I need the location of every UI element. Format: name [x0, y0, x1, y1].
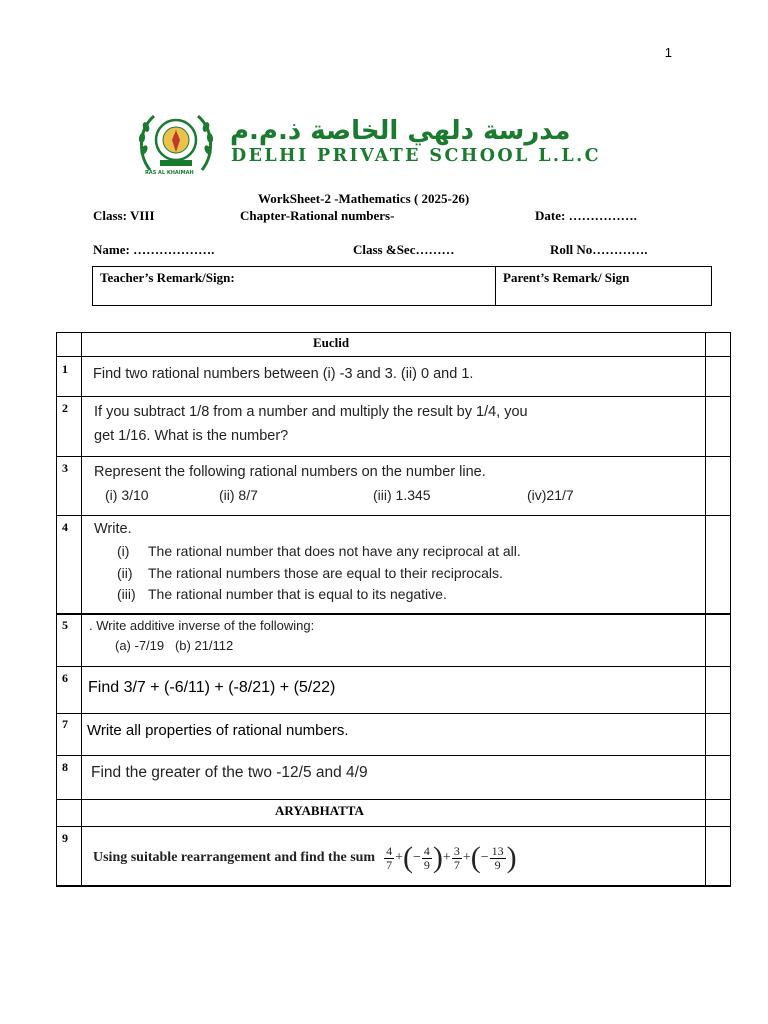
- question-part: (iii) 1.345: [373, 487, 431, 503]
- question-text: Find two rational numbers between (i) -3 and 3. (ii) 0 and 1.: [93, 366, 474, 382]
- row-divider: [56, 613, 731, 615]
- class-section-field[interactable]: Class &Sec………: [353, 242, 455, 257]
- remarks-divider: [495, 266, 496, 306]
- teacher-remark-field[interactable]: Teacher’s Remark/Sign:: [100, 270, 235, 285]
- question-part-label: (ii): [117, 565, 133, 581]
- question-number: 2: [62, 401, 68, 415]
- class-label: Class: VIII: [93, 208, 155, 223]
- table-border-right: [730, 332, 731, 886]
- page-number: 1: [664, 45, 672, 60]
- fraction: $\frac{4}{9}$: [423, 843, 430, 872]
- seal-caption: RAS AL KHAIMAH: [145, 170, 194, 176]
- section-aryabhatta: ARYABHATTA: [275, 803, 364, 818]
- question-number: 6: [62, 671, 68, 685]
- table-border-top: [56, 332, 731, 333]
- row-divider: [56, 713, 731, 714]
- fraction-expression: $\frac{4}{7}$ + ( − $\frac{4}{9}$ ) + $\frac{3}{7}$ + ( − $\frac{13}{9}$ ): [386, 841, 517, 874]
- school-english-name: DELHI PRIVATE SCHOOL L.L.C: [231, 146, 601, 166]
- row-divider: [56, 666, 731, 667]
- date-field[interactable]: Date: …………….: [535, 208, 637, 223]
- section-euclid: Euclid: [313, 335, 350, 350]
- question-part: (a) -7/19 (b) 21/112: [115, 638, 234, 653]
- question-text: If you subtract 1/8 from a number and multiply the result by 1/4, you: [94, 404, 528, 420]
- row-divider: [56, 826, 731, 827]
- question-text: get 1/16. What is the number?: [94, 428, 289, 444]
- question-part: The rational number that does not have any reciprocal at all.: [148, 543, 521, 559]
- school-arabic-name: مدرسة دلهي الخاصة ذ.م.م: [230, 116, 571, 146]
- parent-remark-field[interactable]: Parent’s Remark/ Sign: [503, 270, 630, 285]
- fraction: $\frac{13}{9}$: [491, 843, 504, 872]
- table-border-bottom: [56, 885, 731, 887]
- row-divider: [56, 456, 731, 457]
- question-text: Represent the following rational numbers on the number line.: [94, 464, 486, 480]
- row-divider: [56, 755, 731, 756]
- question-text: . Write additive inverse of the following:: [89, 618, 315, 633]
- worksheet-title: WorkSheet-2 -Mathematics ( 2025-26): [258, 191, 470, 206]
- row-divider: [56, 356, 731, 357]
- fraction: $\frac{3}{7}$: [453, 843, 460, 872]
- row-divider: [56, 396, 731, 397]
- question-number: 9: [62, 831, 68, 845]
- question-number: 7: [62, 717, 68, 731]
- question-number: 1: [62, 362, 68, 376]
- question-number: 4: [62, 520, 68, 534]
- question-number: 5: [62, 618, 68, 632]
- column-divider: [705, 332, 706, 886]
- question-part: The rational number that is equal to its negative.: [148, 586, 447, 602]
- question-part: (ii) 8/7: [219, 487, 258, 503]
- chapter-label: Chapter-Rational numbers-: [240, 208, 395, 223]
- question-text: Find 3/7 + (-6/11) + (-8/21) + (5/22): [88, 679, 336, 696]
- question-part-label: (iii): [117, 586, 136, 602]
- question-text: Using suitable rearrangement and find the sum: [93, 850, 376, 865]
- question-part-label: (i): [117, 543, 130, 559]
- row-divider: [56, 799, 731, 800]
- question-part: The rational numbers those are equal to their reciprocals.: [148, 565, 503, 581]
- question-part: (i) 3/10: [105, 487, 149, 503]
- column-divider: [81, 332, 82, 886]
- roll-number-field[interactable]: Roll No………….: [550, 242, 648, 257]
- row-divider: [56, 515, 731, 516]
- fraction: $\frac{4}{7}$: [386, 843, 393, 872]
- question-number: 3: [62, 461, 68, 475]
- question-number: 8: [62, 760, 68, 774]
- question-text: Write all properties of rational numbers.: [87, 722, 349, 739]
- question-text: Find the greater of the two -12/5 and 4/9: [91, 764, 368, 781]
- question-part: (iv)21/7: [527, 487, 574, 503]
- question-text: Write.: [94, 521, 132, 537]
- table-border-left: [56, 332, 57, 886]
- name-field[interactable]: Name: ……………….: [93, 242, 215, 257]
